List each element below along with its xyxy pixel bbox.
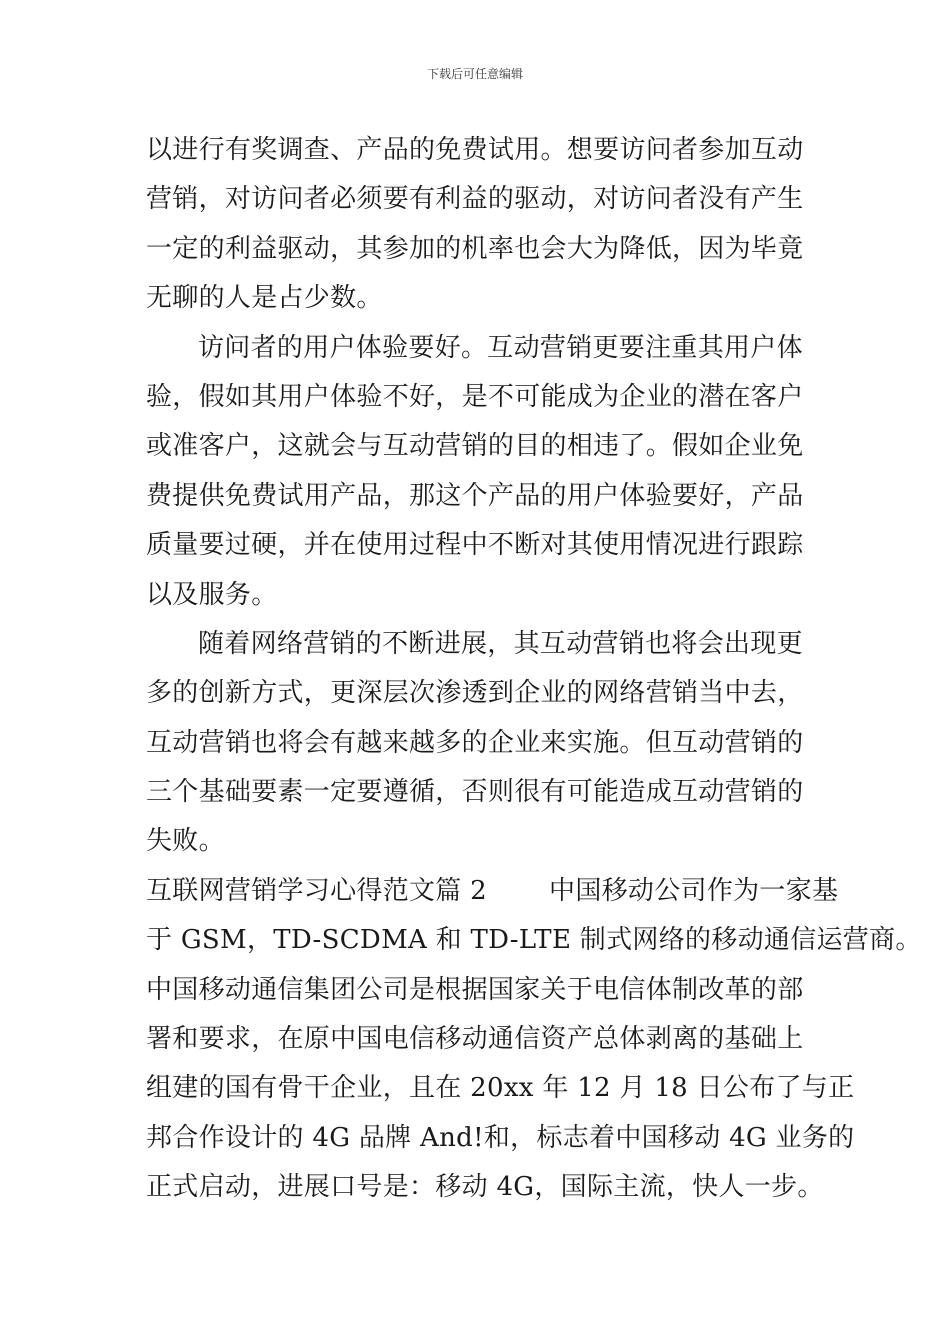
paragraph xyxy=(146,620,810,867)
text-line: 正式启动，进展口号是：移动 4G，国际主流，快人一步。 xyxy=(146,1172,824,1203)
text-line: 组建的国有骨干企业，且在 20xx 年 12 月 18 日公布了与正 xyxy=(146,1073,855,1104)
text-line: 以及服务。 xyxy=(146,579,278,610)
section-first-line xyxy=(146,867,839,916)
text-line: 邦合作设计的 4G 品牌 And!和，标志着中国移动 4G 业务的 xyxy=(146,1122,855,1153)
text-line: 三个基础要素一定要遵循，否则很有可能造成互动营销的 xyxy=(146,777,804,808)
section xyxy=(146,867,922,1213)
paragraph xyxy=(146,126,810,324)
text-line: 访问者的用户体验要好。互动营销更要注重其用户体 xyxy=(198,332,803,363)
text-line: 多的创新方式，更深层次渗透到企业的网络营销当中去， xyxy=(146,678,804,709)
text-line: 互动营销也将会有越来越多的企业来实施。但互动营销的 xyxy=(146,727,804,758)
text-line: 失败。 xyxy=(146,826,225,857)
document-body xyxy=(146,126,922,1213)
text-line: 署和要求，在原中国电信移动通信资产总体剥离的基础上 xyxy=(146,1024,804,1055)
text-line: 一定的利益驱动，其参加的机率也会大为降低，因为毕竟 xyxy=(146,233,804,264)
text-line: 随着网络营销的不断进展，其互动营销也将会出现更 xyxy=(198,628,803,659)
text-line: 费提供免费试用产品，那这个产品的用户体验要好，产品 xyxy=(146,480,804,511)
text-run: 中国移动公司作为一家基 xyxy=(549,875,839,906)
text-line: 营销，对访问者必须要有利益的驱动，对访问者没有产生 xyxy=(146,184,804,215)
text-line: 验，假如其用户体验不好，是不可能成为企业的潜在客户 xyxy=(146,381,804,412)
text-line: 中国移动通信集团公司是根据国家关于电信体制改革的部 xyxy=(146,974,804,1005)
text-line: 无聊的人是占少数。 xyxy=(146,283,383,314)
text-line: 以进行有奖调查、产品的免费试用。想要访问者参加互动 xyxy=(146,135,804,165)
text-line: 于 GSM，TD-SCDMA 和 TD-LTE 制式网络的移动通信运营商。 xyxy=(146,925,922,956)
page-header: 下载后可任意编辑 xyxy=(426,67,523,81)
text-line: 质量要过硬，并在使用过程中不断对其使用情况进行跟踪 xyxy=(146,530,804,561)
section-title: 互联网营销学习心得范文篇 2 xyxy=(146,875,488,906)
text-line: 或准客户，这就会与互动营销的目的相违了。假如企业免 xyxy=(146,431,804,462)
paragraph xyxy=(146,324,810,620)
